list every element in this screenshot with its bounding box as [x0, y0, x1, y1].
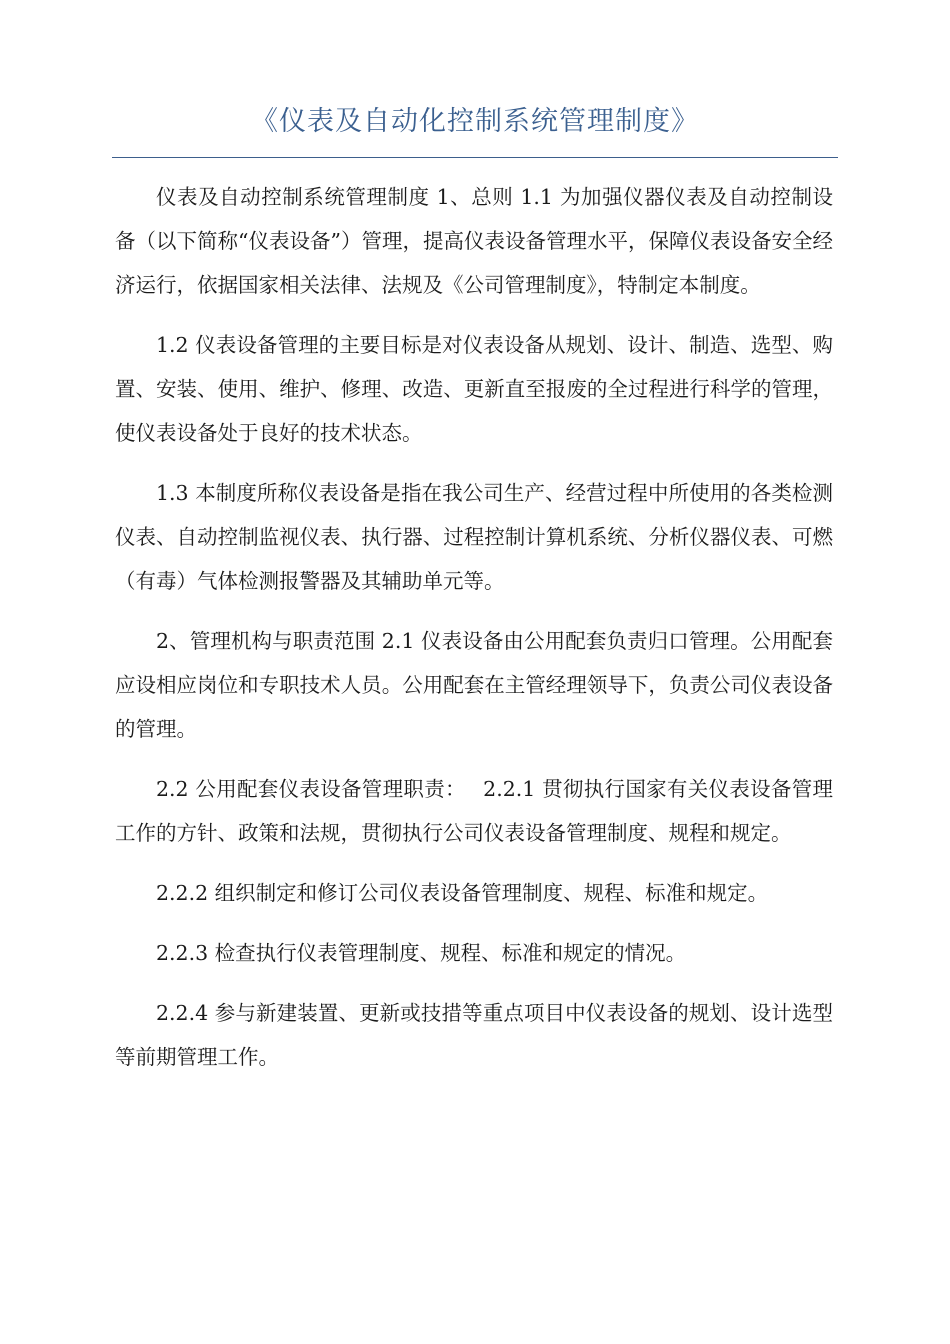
paragraph: 1.2 仪表设备管理的主要目标是对仪表设备从规划、设计、制造、选型、购置、安装、使用、维护、修理、改造、更新直至报废的全过程进行科学的管理，使仪表设备处于良好的技术状态。	[115, 333, 833, 445]
paragraph: 2、管理机构与职责范围 2.1 仪表设备由公用配套负责归口管理。公用配套应设相应岗位和专职技术人员。公用配套在主管经理领导下，负责公司仪表设备的管理。	[115, 629, 833, 741]
paragraph: 2.2.3 检查执行仪表管理制度、规程、标准和规定的情况。	[156, 941, 687, 965]
title-divider	[112, 157, 838, 158]
document-title: 《仪表及自动化控制系统管理制度》	[251, 106, 699, 137]
document-body	[115, 175, 833, 1095]
paragraph: 1.3 本制度所称仪表设备是指在我公司生产、经营过程中所使用的各类检测仪表、自动控制监视仪表、执行器、过程控制计算机系统、分析仪器仪表、可燃（有毒）气体检测报警器及其辅助单元等。	[115, 481, 833, 593]
paragraph: 仪表及自动控制系统管理制度 1、总则 1.1 为加强仪器仪表及自动控制设备（以下简称“仪表设备”）管理，提高仪表设备管理水平，保障仪表设备安全经济运行，依据国家相关法律、法规及《公司管理制度》，特制定本制度。	[115, 185, 833, 297]
paragraph: 2.2.4 参与新建装置、更新或技措等重点项目中仪表设备的规划、设计选型等前期管理工作。	[115, 1001, 833, 1069]
paragraph: 2.2 公用配套仪表设备管理职责： 2.2.1 贯彻执行国家有关仪表设备管理工作的方针、政策和法规，贯彻执行公司仪表设备管理制度、规程和规定。	[115, 777, 833, 845]
paragraph: 2.2.2 组织制定和修订公司仪表设备管理制度、规程、标准和规定。	[156, 881, 769, 905]
